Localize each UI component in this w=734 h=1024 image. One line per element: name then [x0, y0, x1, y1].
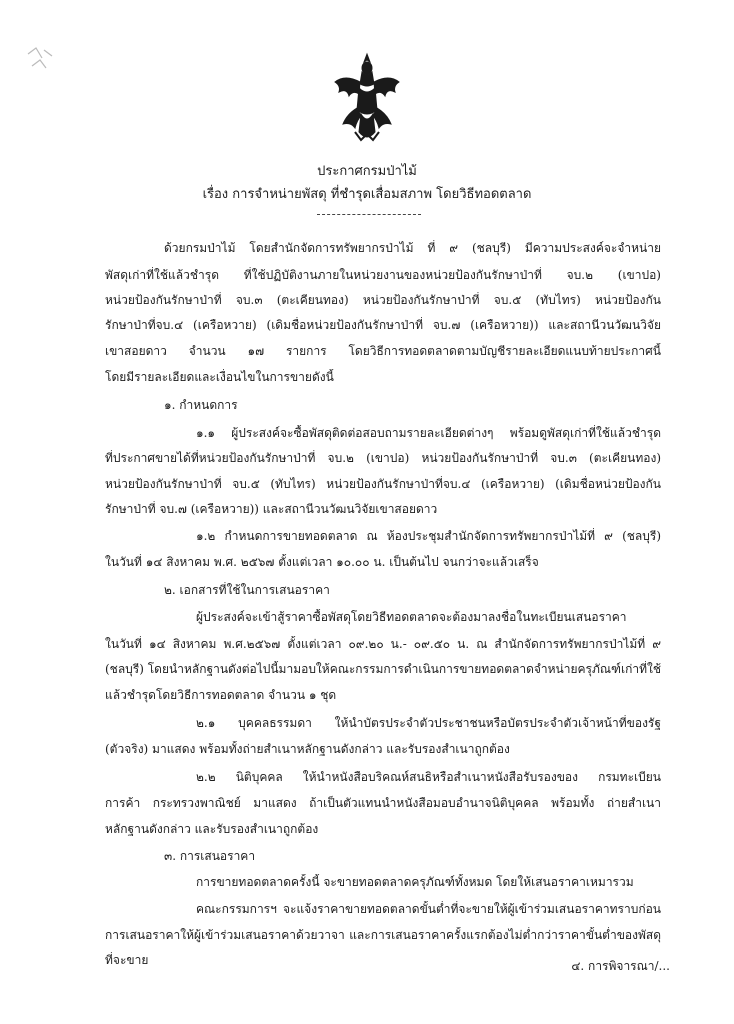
clause-2-1-line: (ตัวจริง) มาแสดง พร้อมทั้งถ่ายสำเนาหลักฐานดังกล่าว และรับรองสำเนาถูกต้อง	[105, 742, 510, 756]
intro-line: เขาสอยดาว จำนวน ๑๗ รายการ โดยวิธีการทอดตลาดตามบัญชีรายละเอียดแนบท้ายประกาศนี้	[105, 344, 661, 358]
clause-2-2-line: หลักฐานดังกล่าว และรับรองสำเนาถูกต้อง	[105, 822, 319, 836]
announcement-title: ประกาศกรมป่าไม้	[317, 164, 417, 179]
section-3-paragraph-2-line: ที่จะขาย	[105, 953, 149, 967]
clause-1-2-line: ในวันที่ ๑๔ สิงหาคม พ.ศ. ๒๕๖๗ ตั้งแต่เวลา ๑๐.๐๐ น. เป็นต้นไป จนกว่าจะแล้วเสร็จ	[105, 555, 539, 569]
section-3-title: ๓. การเสนอราคา	[164, 849, 256, 863]
clause-1-1-line: รักษาป่าที่ จบ.๗ (เครือหวาย)) และสถานีวนวัฒนวิจัยเขาสอยดาว	[105, 502, 438, 516]
intro-line: โดยมีรายละเอียดและเงื่อนไขในการขายดังนี้	[105, 370, 334, 384]
section-2-intro-line: ในวันที่ ๑๔ สิงหาคม พ.ศ.๒๕๖๗ ตั้งแต่เวลา ๐๙.๒๐ น.- ๐๙.๕๐ น. ณ สำนักจัดการทรัพยากรป่าไม้ที่ ๙	[105, 637, 661, 651]
section-1-title: ๑. กำหนดการ	[164, 398, 238, 412]
intro-line: พัสดุเก่าที่ใช้แล้วชำรุด ที่ใช้ปฏิบัติงานภายในหน่วยงานของหน่วยป้องกันรักษาป่าที่ จบ.๒ (เขาปอ)	[105, 268, 661, 282]
clause-2-1-line: ๒.๑ บุคคลธรรมดา ให้นำบัตรประจำตัวประชาชนหรือบัตรประจำตัวเจ้าหน้าที่ของรัฐ	[196, 716, 661, 730]
garuda-emblem-icon	[331, 52, 403, 144]
section-3-paragraph-1: การขายทอดตลาดครั้งนี้ จะขายทอดตลาดครุภัณฑ์ทั้งหมด โดยให้เสนอราคาเหมารวม	[196, 875, 634, 889]
clause-1-2-line: ๑.๒ กำหนดการขายทอดตลาด ณ ห้องประชุมสำนักจัดการทรัพยากรป่าไม้ที่ ๙ (ชลบุรี)	[196, 529, 661, 543]
clause-1-1-line: ที่ประกาศขายได้ที่หน่วยป้องกันรักษาป่าที่ จบ.๒ (เขาปอ) หน่วยป้องกันรักษาป่าที่ จบ.๓ (ตะเคียนทอง)	[105, 451, 661, 465]
section-2-intro-line: (ชลบุรี) โดยนำหลักฐานดังต่อไปนี้มามอบให้คณะกรรมการดำเนินการขายทอดตลาดจำหน่ายครุภัณฑ์เก่าที่ใช้	[105, 662, 661, 676]
clause-1-1-line: ๑.๑ ผู้ประสงค์จะซื้อพัสดุติดต่อสอบถามรายละเอียดต่างๆ พร้อมดูพัสดุเก่าที่ใช้แล้วชำรุด	[196, 426, 661, 440]
title-separator	[317, 214, 421, 215]
intro-line: หน่วยป้องกันรักษาป่าที่ จบ.๓ (ตะเคียนทอง) หน่วยป้องกันรักษาป่าที่ จบ.๕ (ทับไทร) หน่วยป้องกัน	[105, 293, 661, 307]
margin-scribble	[22, 40, 62, 80]
clause-1-1-line: หน่วยป้องกันรักษาป่าที่ จบ.๕ (ทับไทร) หน่วยป้องกันรักษาป่าที่จบ.๔ (เครือหวาย) (เดิมชื่อหน่วยป้องกัน	[105, 477, 661, 491]
clause-2-2-line: การค้า กระทรวงพาณิชย์ มาแสดง ถ้าเป็นตัวแทนนำหนังสือมอบอำนาจนิติบุคคล พร้อมทั้ง ถ่ายสำเนา	[105, 796, 661, 810]
section-3-paragraph-2-line: คณะกรรมการฯ จะแจ้งราคาขายทอดตลาดขั้นต่ำที่จะขายให้ผู้เข้าร่วมเสนอราคาทราบก่อน	[196, 902, 661, 916]
section-2-intro-line: ผู้ประสงค์จะเข้าสู้ราคาซื้อพัสดุโดยวิธีทอดตลาดจะต้องมาลงชื่อในทะเบียนเสนอราคา	[196, 610, 627, 624]
section-2-title: ๒. เอกสารที่ใช้ในการเสนอราคา	[164, 583, 330, 597]
section-3-paragraph-2-line: การเสนอราคาให้ผู้เข้าร่วมเสนอราคาด้วยวาจา และการเสนอราคาครั้งแรกต้องไม่ต่ำกว่าราคาขั้นต่ำของพัสดุ	[105, 928, 661, 942]
continuation-marker: ๔. การพิจารณา/...	[571, 959, 670, 973]
announcement-subject: เรื่อง การจำหน่ายพัสดุ ที่ชำรุดเสื่อมสภาพ โดยวิธีทอดตลาด	[202, 187, 532, 202]
intro-line: ด้วยกรมป่าไม้ โดยสำนักจัดการทรัพยากรป่าไม้ ที่ ๙ (ชลบุรี) มีความประสงค์จะจำหน่าย	[164, 241, 661, 255]
intro-line: รักษาป่าที่จบ.๔ (เครือหวาย) (เดิมชื่อหน่วยป้องกันรักษาป่าที่ จบ.๗ (เครือหวาย)) และสถานีวนวัฒนวิจัย	[105, 318, 661, 332]
section-2-intro-line: แล้วชำรุดโดยวิธีการทอดตลาด จำนวน ๑ ชุด	[105, 688, 337, 702]
clause-2-2-line: ๒.๒ นิติบุคคล ให้นำหนังสือบริคณห์สนธิหรือสำเนาหนังสือรับรองของ กรมทะเบียน	[196, 770, 661, 784]
